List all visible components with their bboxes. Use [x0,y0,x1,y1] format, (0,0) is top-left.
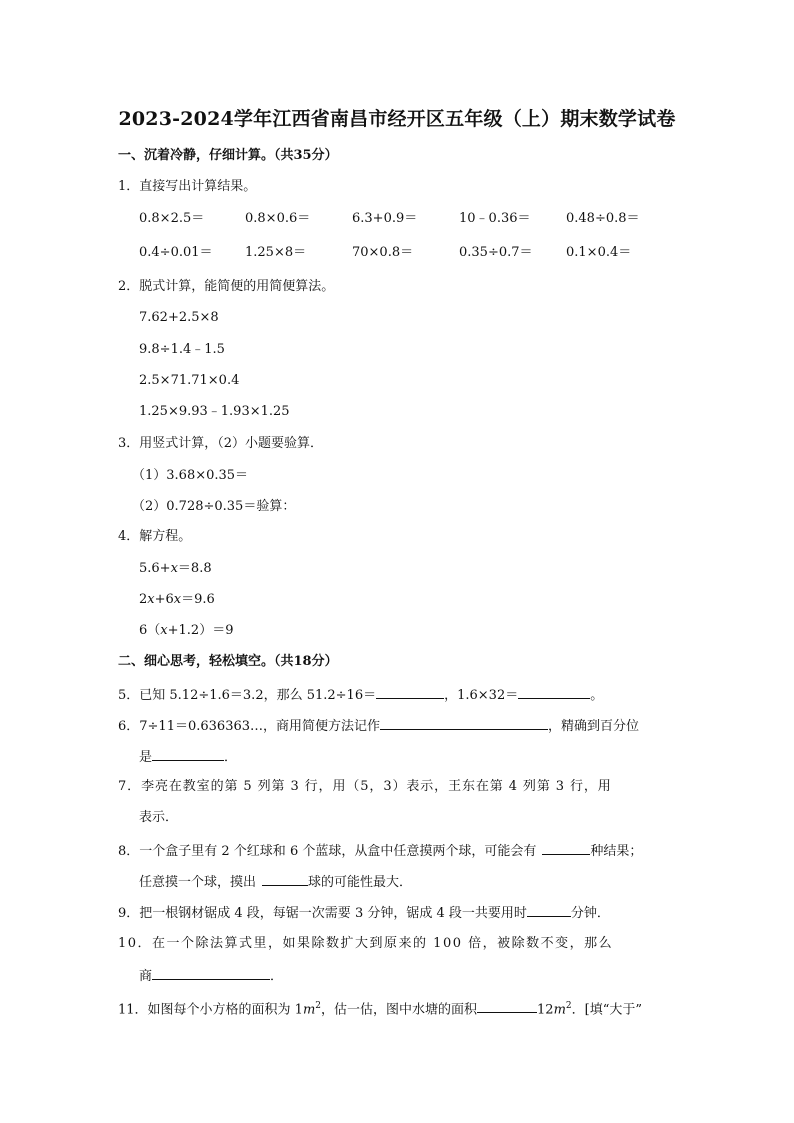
q7-continued: 表示． [139,810,179,825]
q6-text: ，精确到百分位 [548,719,640,734]
q6-text: 是 [139,750,153,765]
eq-text: +6 [154,592,174,607]
q9-text: 9．把一根钢材锯成 4 段，每锯一次需要 3 分钟，锯成 4 段一共要用时 [118,906,527,921]
eq-variable: x [160,623,168,638]
q5-text: ，1.6×32＝ [444,688,519,703]
eq-text: +1.2）＝9 [167,623,234,638]
section-2-heading: 二、细心思考，轻松填空。（共18分） [118,654,338,669]
q9 [118,903,610,923]
q4-label: 4．解方程。 [118,529,192,544]
q11-text: ，估一估，图中水塘的面积 [321,1002,478,1018]
q1-label: 1．直接写出计算结果。 [118,179,257,194]
answer-blank[interactable] [152,747,224,761]
q1-item: 10﹣0.36＝ [459,211,531,226]
q3-item: （1）3.68×0.35＝ [132,468,249,483]
q8-text: 球的可能性最大． [308,875,413,890]
answer-blank[interactable] [477,999,537,1013]
unit-variable: m [553,1002,566,1018]
unit-exponent: 2 [315,1001,322,1011]
q2-label: 2．脱式计算，能简便的用简便算法。 [118,279,335,294]
q5-text: 。 [590,688,604,703]
q1-item: 0.35÷0.7＝ [459,245,533,260]
answer-blank[interactable] [262,872,308,886]
eq-text: 5.6+ [139,561,171,576]
q1-item: 0.4÷0.01＝ [139,245,213,260]
q4-equation-1 [139,560,212,578]
eq-variable: x [173,592,182,607]
q5-text: 5．已知 5.12÷1.6＝3.2，那么 51.2÷16＝ [118,688,377,703]
q3-item: （2）0.728÷0.35＝验算： [132,499,296,514]
q10: 10．在一个除法算式里，如果除数扩大到原来的 100 倍，被除数不变，那么 [118,936,614,951]
q11-text: 12 [537,1002,554,1018]
q11 [118,997,642,1019]
q9-text: 分钟． [570,906,610,921]
q7: 7．李亮在教室的第 5 列第 3 行，用（5，3）表示，王东在第 4 列第 3 行，用 [118,779,612,794]
q1-item: 70×0.8＝ [352,245,414,260]
answer-blank[interactable] [152,966,270,980]
q8 [118,841,642,861]
q10-continued [139,966,283,986]
unit-exponent: 2 [565,1001,572,1011]
q1-item: 0.48÷0.8＝ [566,211,640,226]
answer-blank[interactable] [527,903,571,917]
q11-text: 11．如图每个小方格的面积为 1 [118,1002,303,1018]
q1-item: 0.8×2.5＝ [139,211,205,226]
q6-text: 6．7÷11＝0.636363…，商用简便方法记作 [118,719,381,734]
q8-text: 任意摸一个球，摸出 [139,875,257,890]
q5 [118,685,603,705]
q1-item: 0.8×0.6＝ [245,211,311,226]
eq-text: ＝8.8 [177,561,212,576]
eq-text: ＝9.6 [181,592,215,607]
q6-text: ． [224,750,238,765]
q2-item: 7.62+2.5×8 [139,310,219,325]
q1-item: 1.25×8＝ [245,245,307,260]
q3-label: 3．用竖式计算，（2）小题要验算． [118,436,324,451]
page-title: 2023-2024学年江西省南昌市经开区五年级（上）期末数学试卷 [118,108,676,130]
q4-equation-2 [139,591,215,609]
eq-variable: x [170,561,178,576]
q10-text: 商 [139,969,153,984]
q1-item: 6.3+0.9＝ [352,211,418,226]
q8-text: 8．一个盒子里有 2 个红球和 6 个蓝球，从盒中任意摸两个球，可能会有 [118,844,537,859]
q2-item: 2.5×71.71×0.4 [139,373,240,388]
q8-text: 种结果； [590,844,643,859]
unit-variable: m [302,1002,316,1018]
eq-text: 2 [139,592,148,607]
answer-blank[interactable] [376,685,444,699]
answer-blank[interactable] [518,685,590,699]
eq-text: 6（ [139,623,161,638]
q2-item: 1.25×9.93﹣1.93×1.25 [139,404,290,419]
q4-equation-3 [139,622,233,640]
answer-blank[interactable] [542,841,590,855]
section-1-heading: 一、沉着冷静，仔细计算。（共35分） [118,148,338,163]
q8-continued [139,872,412,892]
q2-item: 9.8÷1.4﹣1.5 [139,342,225,357]
q1-item: 0.1×0.4＝ [566,245,632,260]
q10-text: ． [270,969,284,984]
q11-text: ．[填“大于” [571,1002,643,1018]
q6-continued [139,747,237,767]
answer-blank[interactable] [380,716,548,730]
eq-variable: x [147,592,155,607]
q6 [118,716,639,736]
